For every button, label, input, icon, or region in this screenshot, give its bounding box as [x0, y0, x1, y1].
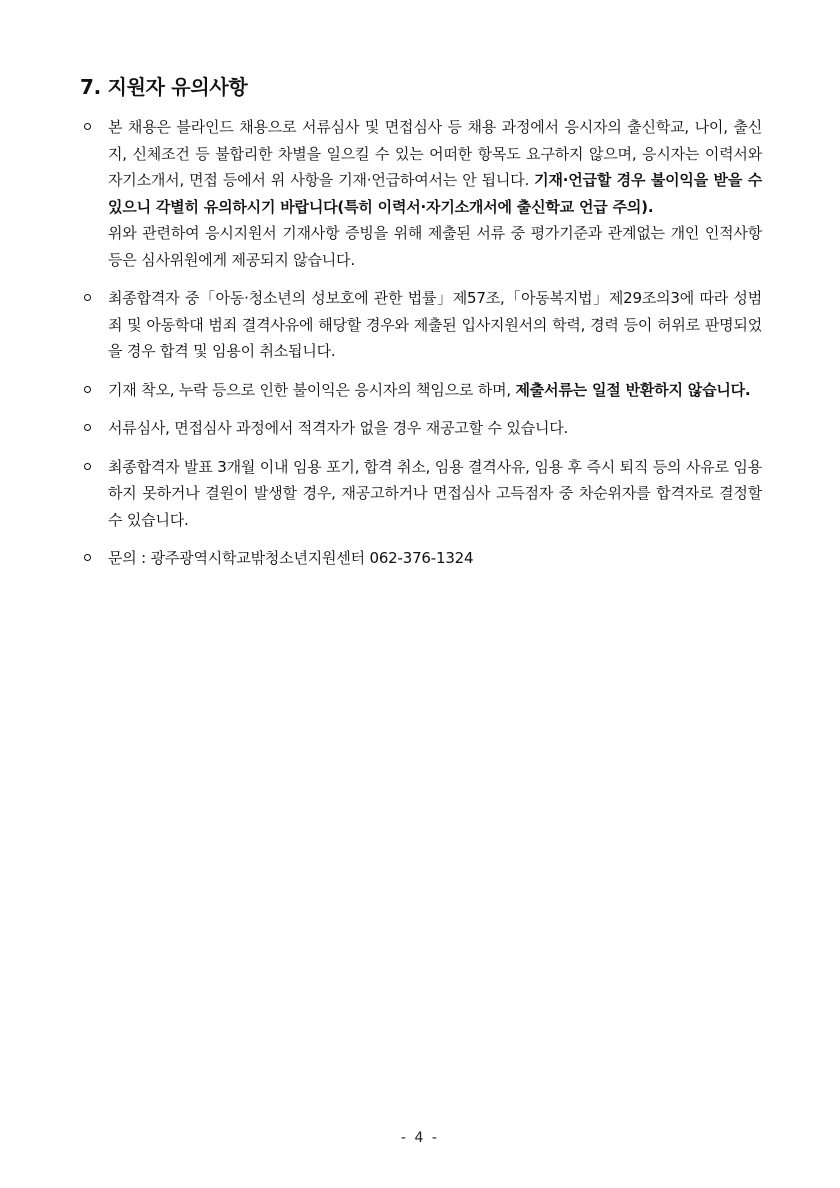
notice-item-replacement [80, 454, 762, 534]
circle-bullet-icon [84, 123, 91, 130]
notice-item-contact [80, 545, 762, 572]
circle-bullet-icon [84, 294, 91, 301]
notice-paragraph-secondary: 위와 관련하여 응시지원서 기재사항 증빙을 위해 제출된 서류 중 평가기준과 관계없는 개인 인적사항 등은 심사위원에게 제공되지 않습니다. [108, 224, 762, 269]
notice-text: 본 채용은 블라인드 채용으로 서류심사 및 면접심사 등 채용 과정에서 응시자의 출신학교, 나이, 출신지, 신체조건 등 불합리한 차별을 일으킬 수 있는 어떠한 항목도 요구하지 않으며, 응시자는 이력서와 자기소개서, 면접 등에서 위 사항을 기재·언급하여서는 안 됩니다. [108, 118, 762, 189]
circle-bullet-icon [84, 463, 91, 470]
notice-item-documents [80, 377, 762, 404]
notice-text: 서류심사, 면접심사 과정에서 적격자가 없을 경우 재공고할 수 있습니다. [108, 419, 569, 437]
circle-bullet-icon [84, 386, 91, 393]
notice-item-disqualification [80, 285, 762, 365]
notice-list [80, 114, 762, 572]
notice-bold-warning: 기재·언급할 경우 불이익을 받을 수 있으니 각별히 유의하시기 바랍니다(특히 이력서·자기소개서에 출신학교 언급 주의). [108, 171, 762, 216]
notice-item-re-announcement [80, 415, 762, 442]
notice-text: 최종합격자 발표 3개월 이내 임용 포기, 합격 취소, 임용 결격사유, 임용 후 즉시 퇴직 등의 사유로 임용하지 못하거나 결원이 발생할 경우, 재공고하거나 면접심사 고득점자 중 차순위자를 합격자로 결정할 수 있습니다. [108, 457, 762, 529]
notice-text: 기재 착오, 누락 등으로 인한 불이익은 응시자의 책임으로 하며, [108, 380, 516, 399]
page-number: - 4 - [401, 1130, 439, 1146]
contact-text: 문의 : 광주광역시학교밖청소년지원센터 062-376-1324 [108, 549, 474, 567]
circle-bullet-icon [84, 424, 91, 431]
notice-item-blind-hiring [80, 114, 762, 273]
notice-bold-warning: 제출서류는 일절 반환하지 않습니다. [515, 380, 751, 399]
notice-paragraph [108, 114, 762, 220]
circle-bullet-icon [84, 554, 91, 561]
section-title: 7. 지원자 유의사항 [80, 75, 248, 99]
page-content [80, 70, 762, 584]
notice-text: 최종합격자 중「아동·청소년의 성보호에 관한 법률」제57조,「아동복지법」제29조의3에 따라 성범죄 및 아동학대 범죄 결격사유에 해당할 경우와 제출된 입사지원서의 학력, 경력 등이 허위로 판명되었을 경우 합격 및 임용이 취소됩니다. [108, 289, 762, 360]
